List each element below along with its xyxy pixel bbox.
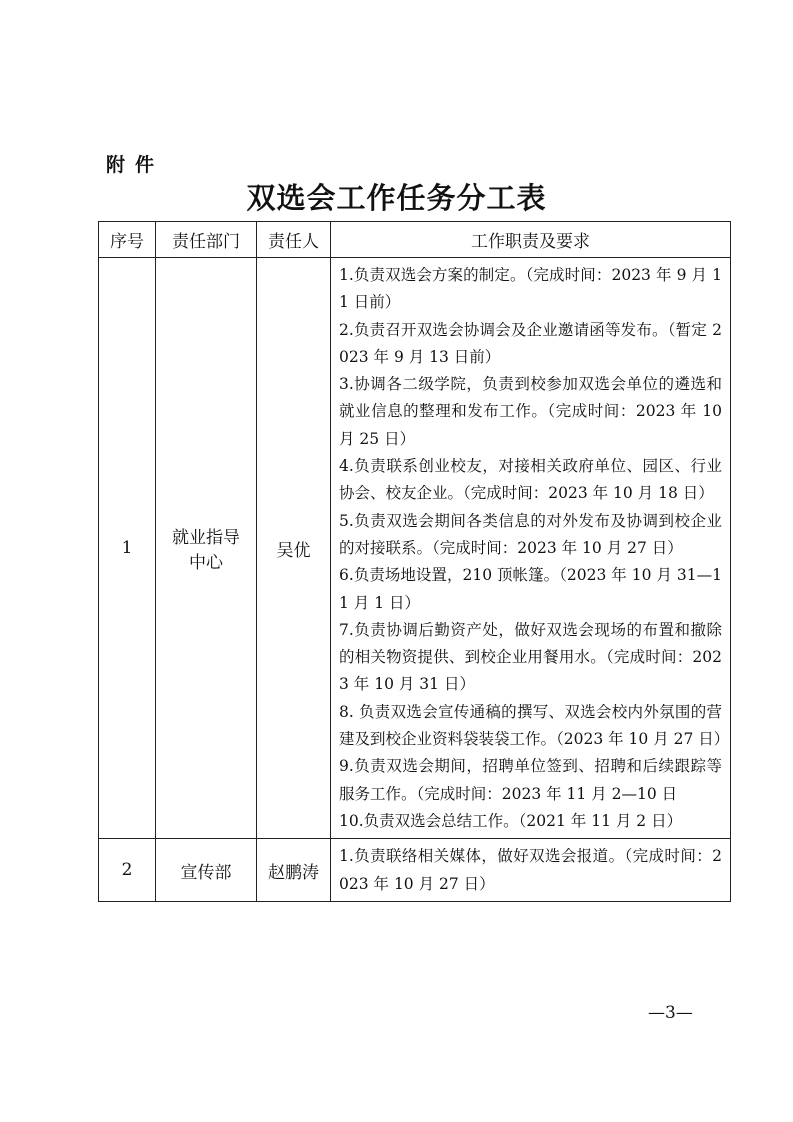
table-row <box>99 839 731 902</box>
page-number: —3— <box>648 1003 693 1023</box>
row-no: 1 <box>99 258 156 839</box>
row-person: 赵鹏涛 <box>257 839 331 902</box>
attachment-label: 附件 <box>106 154 165 176</box>
requirement-item: 1.负责联络相关媒体，做好双选会报道。（完成时间：2023 年 10 月 27 日） <box>339 847 722 893</box>
task-assignment-table <box>98 221 731 902</box>
table-row <box>99 258 731 839</box>
requirement-item: 2.负责召开双选会协调会及企业邀请函等发布。（暂定 2023 年 9 月 13 日前） <box>339 320 722 366</box>
row-dept-line1: 就业指导 <box>172 528 240 549</box>
row-requirements <box>331 839 731 902</box>
header-requirements: 工作职责及要求 <box>331 222 731 258</box>
table-header-row <box>99 222 731 258</box>
header-dept: 责任部门 <box>156 222 257 258</box>
header-person: 责任人 <box>257 222 331 258</box>
requirement-item: 5.负责双选会期间各类信息的对外发布及协调到校企业的对接联系。（完成时间：2023 年 10 月 27 日） <box>339 511 722 557</box>
requirement-item: 7.负责协调后勤资产处，做好双选会现场的布置和撤除的相关物资提供、到校企业用餐用水。（完成时间：2023 年 10 月 31 日） <box>339 620 722 694</box>
requirement-item: 3.协调各二级学院，负责到校参加双选会单位的遴选和就业信息的整理和发布工作。（完成时间：2023 年 10 月 25 日） <box>339 375 722 448</box>
requirement-item: 1.负责双选会方案的制定。（完成时间：2023 年 9 月 11 日前） <box>339 266 722 312</box>
requirement-item: 8. 负责双选会宣传通稿的撰写、双选会校内外氛围的营建及到校企业资料袋装袋工作。（2023 年 10 月 27 日） <box>339 702 730 749</box>
row-requirements <box>331 258 731 839</box>
row-dept-line2: 中心 <box>189 553 223 574</box>
row-dept <box>156 258 257 839</box>
requirement-item: 4.负责联系创业校友，对接相关政府单位、园区、行业协会、校友企业。（完成时间：2023 年 10 月 18 日） <box>339 457 722 503</box>
row-no: 2 <box>99 839 156 902</box>
requirement-item: 9.负责双选会期间，招聘单位签到、招聘和后续跟踪等服务工作。（完成时间：2023 年 11 月 2—10 日 <box>339 757 722 803</box>
header-no: 序号 <box>99 222 156 258</box>
requirement-item: 10.负责双选会总结工作。（2021 年 11 月 2 日） <box>339 811 683 830</box>
document-title: 双选会工作任务分工表 <box>246 181 547 215</box>
row-person: 吴优 <box>257 258 331 839</box>
row-dept: 宣传部 <box>156 839 257 902</box>
requirement-item: 6.负责场地设置，210 顶帐篷。（2023 年 10 月 31—11 月 1 日） <box>339 566 722 612</box>
